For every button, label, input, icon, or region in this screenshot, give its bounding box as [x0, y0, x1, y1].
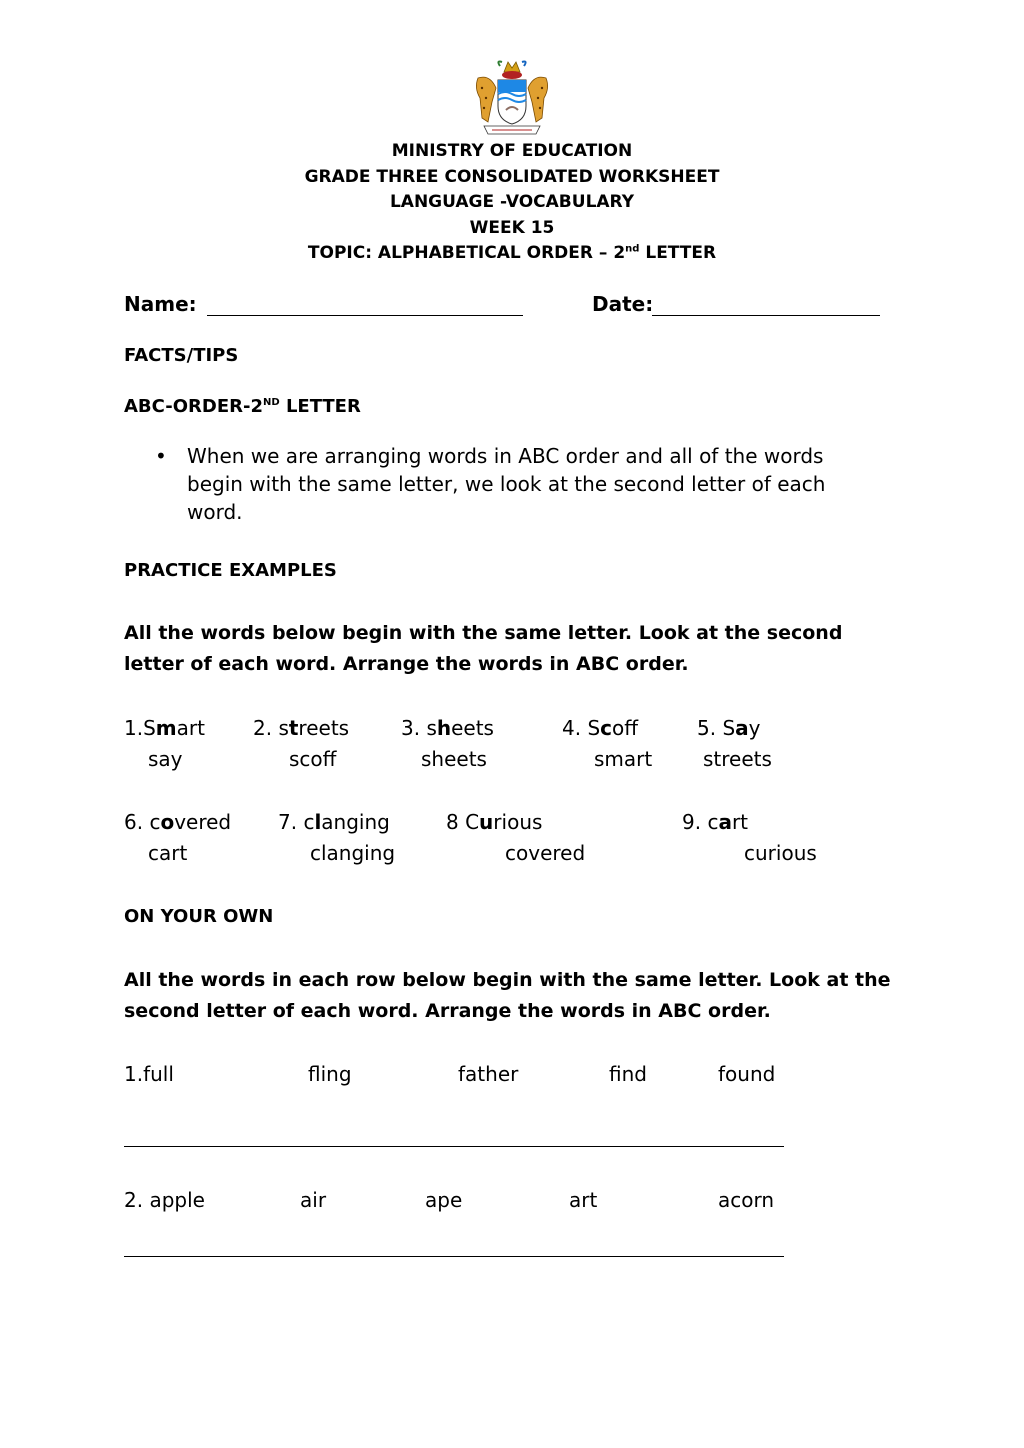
topic-title: TOPIC: ALPHABETICAL ORDER – 2nd LETTER — [307, 243, 717, 263]
practice-answer-9: curious — [744, 841, 817, 865]
name-label: Name: — [124, 292, 197, 316]
practice-instruction-1: All the words below begin with the same letter. Look at the second — [124, 622, 843, 644]
practice-word-1: 1.Smart — [124, 716, 205, 740]
practice-word-2: 2. streets — [253, 716, 350, 740]
bullet-icon: • — [155, 444, 167, 468]
practice-heading: PRACTICE EXAMPLES — [124, 560, 337, 581]
practice-answer-4: smart — [594, 747, 653, 771]
week-title: WEEK 15 — [469, 218, 555, 238]
own-row2-answer-line[interactable] — [124, 1256, 784, 1257]
own-row2-word-4: art — [569, 1188, 598, 1212]
practice-answer-2: scoff — [289, 747, 337, 771]
own-row1-word-1: 1.full — [124, 1062, 174, 1086]
practice-word-9: 9. cart — [682, 810, 749, 834]
practice-answer-3: sheets — [421, 747, 487, 771]
practice-answer-1: say — [148, 747, 183, 771]
own-row2-word-2: air — [300, 1188, 327, 1212]
practice-word-4: 4. Scoff — [562, 716, 639, 740]
practice-word-8: 8 Curious — [446, 810, 543, 834]
own-row2-word-3: ape — [425, 1188, 463, 1212]
abc-order-subheading: ABC-ORDER-2ND LETTER — [124, 396, 361, 417]
practice-answer-7: clanging — [310, 841, 396, 865]
own-row1-answer-line[interactable] — [124, 1146, 784, 1147]
practice-word-3: 3. sheets — [401, 716, 494, 740]
practice-instruction-2: letter of each word. Arrange the words in ABC order. — [124, 653, 689, 675]
own-row2-word-5: acorn — [718, 1188, 775, 1212]
practice-answer-8: covered — [505, 841, 586, 865]
own-row2-word-1: 2. apple — [124, 1188, 205, 1212]
coat-of-arms-emblem — [470, 58, 554, 136]
own-heading: ON YOUR OWN — [124, 906, 274, 927]
own-row1-word-4: find — [609, 1062, 647, 1086]
name-field[interactable] — [207, 315, 523, 316]
date-label: Date: — [592, 292, 654, 316]
tip-line-1: When we are arranging words in ABC order and all of the words — [187, 444, 824, 468]
own-row1-word-3: father — [458, 1062, 519, 1086]
subject-title: LANGUAGE -VOCABULARY — [389, 192, 635, 212]
own-row1-word-5: found — [718, 1062, 776, 1086]
tip-line-2: begin with the same letter, we look at the second letter of each — [187, 472, 826, 496]
ministry-title: MINISTRY OF EDUCATION — [391, 141, 633, 161]
practice-word-5: 5. Say — [697, 716, 761, 740]
own-row1-word-2: fling — [308, 1062, 352, 1086]
practice-word-7: 7. clanging — [278, 810, 390, 834]
worksheet-title: GRADE THREE CONSOLIDATED WORKSHEET — [304, 167, 720, 187]
practice-answer-5: streets — [703, 747, 772, 771]
own-instruction-2: second letter of each word. Arrange the words in ABC order. — [124, 1000, 771, 1022]
facts-heading: FACTS/TIPS — [124, 345, 239, 366]
own-instruction-1: All the words in each row below begin with the same letter. Look at the — [124, 969, 891, 991]
practice-answer-6: cart — [148, 841, 188, 865]
date-field[interactable] — [652, 315, 880, 316]
tip-line-3: word. — [187, 500, 243, 524]
practice-word-6: 6. covered — [124, 810, 232, 834]
